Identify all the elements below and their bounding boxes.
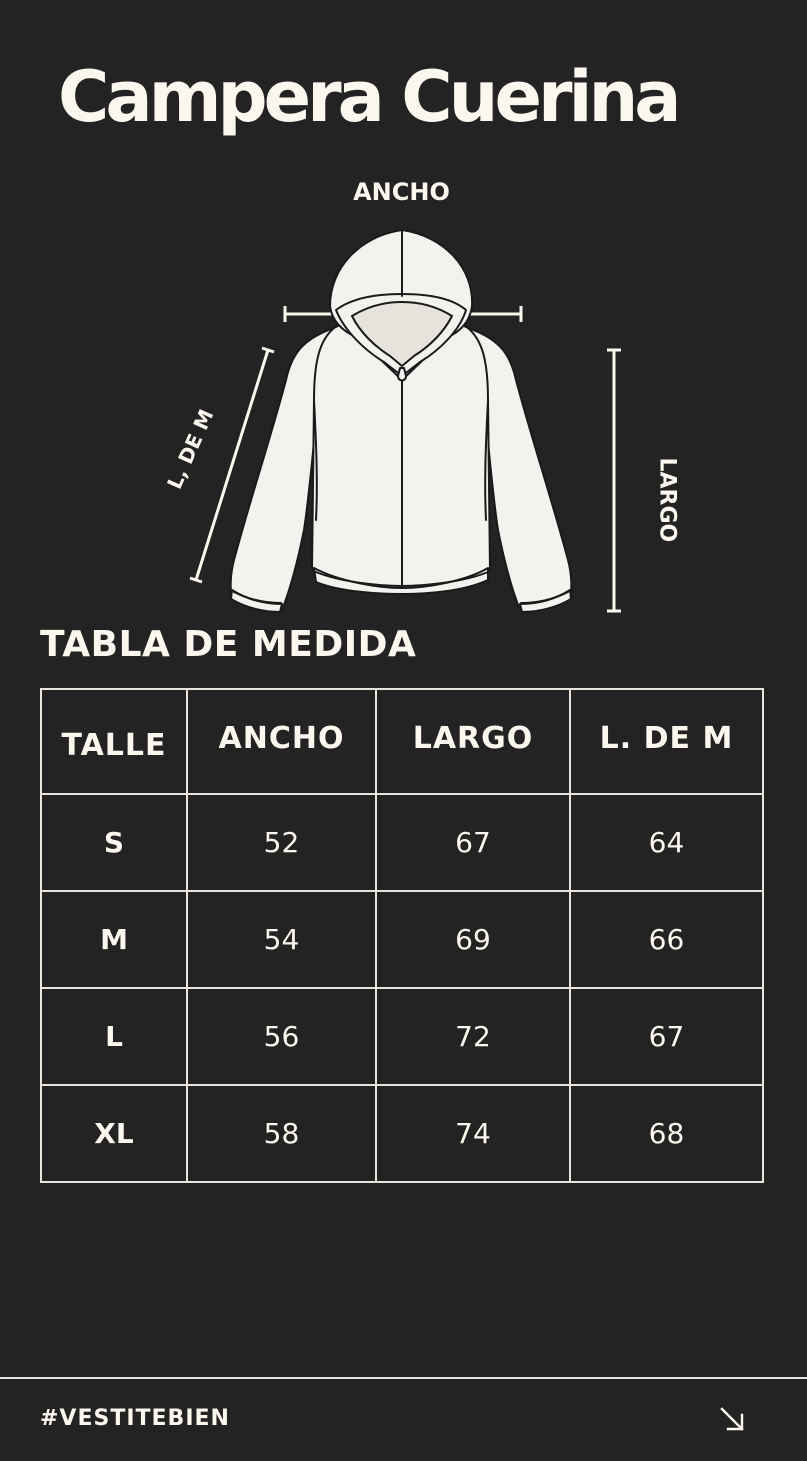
header-talle: TALLE — [41, 689, 187, 794]
jacket-illustration — [0, 0, 807, 640]
ldem-cell: 66 — [570, 891, 763, 988]
table-row — [41, 1085, 763, 1182]
sleeve-length-label: L, DE M — [162, 405, 219, 493]
arrow-down-right-icon[interactable] — [718, 1405, 746, 1433]
ancho-cell: 58 — [187, 1085, 376, 1182]
footer-divider — [0, 1377, 807, 1379]
size-cell: M — [41, 891, 187, 988]
hashtag-text: #VESTITEBIEN — [40, 1406, 230, 1431]
ancho-cell: 56 — [187, 988, 376, 1085]
page-title: Campera Cuerina — [58, 56, 678, 138]
largo-label: LARGO — [654, 457, 680, 543]
header-largo: LARGO — [376, 689, 570, 794]
table-header-row — [41, 689, 763, 794]
largo-cell: 67 — [376, 794, 570, 891]
ancho-cell: 54 — [187, 891, 376, 988]
header-ancho: ANCHO — [187, 689, 376, 794]
largo-cell: 69 — [376, 891, 570, 988]
largo-measure-line — [607, 350, 621, 611]
table-row — [41, 988, 763, 1085]
ldem-cell: 64 — [570, 794, 763, 891]
ldem-cell: 67 — [570, 988, 763, 1085]
largo-cell: 72 — [376, 988, 570, 1085]
table-row — [41, 891, 763, 988]
section-title: TABLA DE MEDIDA — [40, 624, 417, 665]
size-cell: XL — [41, 1085, 187, 1182]
size-table — [40, 688, 764, 1183]
size-cell: S — [41, 794, 187, 891]
ancho-cell: 52 — [187, 794, 376, 891]
header-ldem: L. DE M — [570, 689, 763, 794]
jacket-drawing — [231, 230, 572, 612]
ancho-label: ANCHO — [353, 178, 450, 206]
size-cell: L — [41, 988, 187, 1085]
ldem-cell: 68 — [570, 1085, 763, 1182]
largo-cell: 74 — [376, 1085, 570, 1182]
table-row — [41, 794, 763, 891]
